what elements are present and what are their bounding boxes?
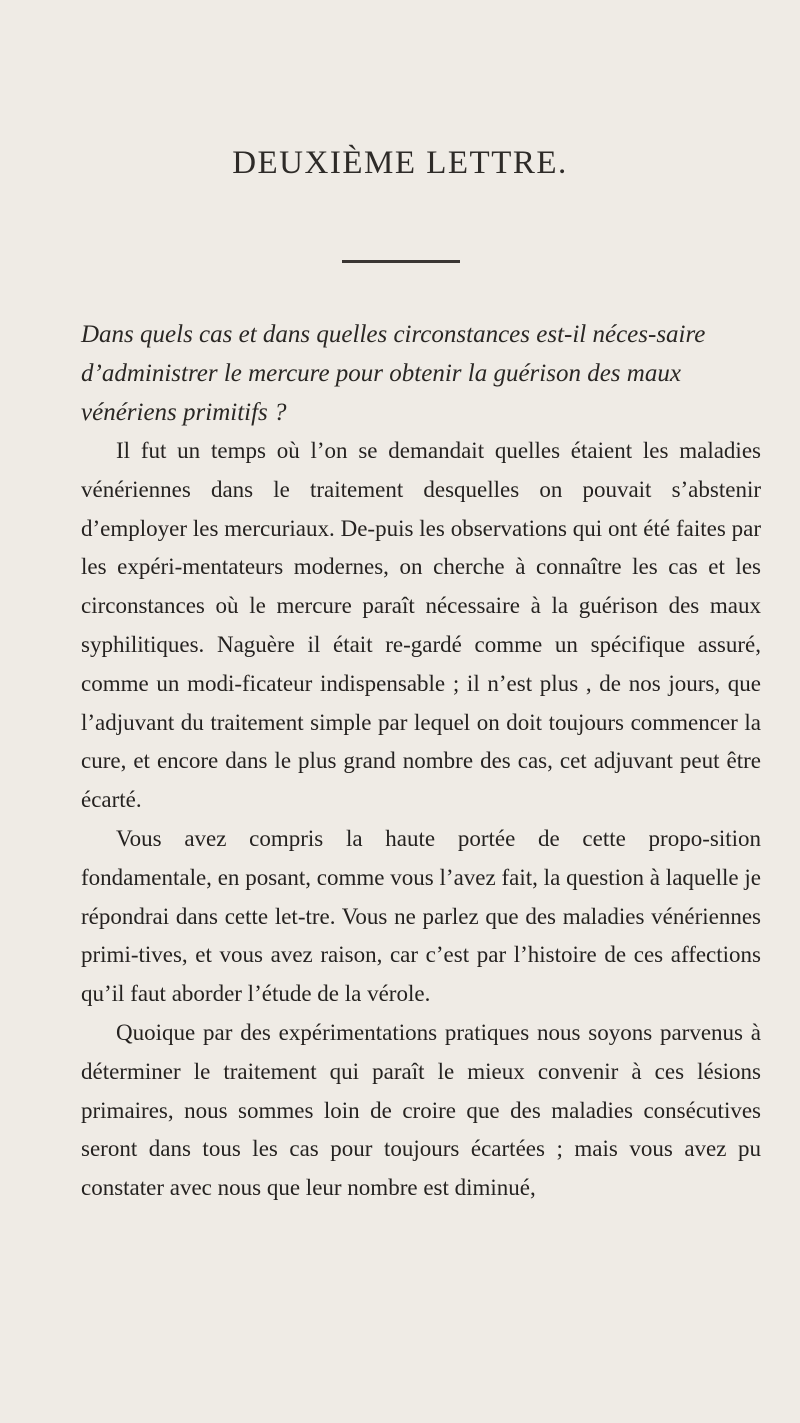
body-text	[81, 432, 761, 1208]
title-divider	[342, 260, 460, 263]
paragraph: Vous avez compris la haute portée de cette propo-sition fondamentale, en posant, comme vous l’avez fait, la question à laquelle je répondrai dans cette let-tre. Vous ne parlez que des maladies vénériennes primi-tives, et vous avez raison, car c’est par l’histoire de ces affections qu’il faut aborder l’étude de la vérole.	[81, 825, 761, 1007]
paragraph: Quoique par des expérimentations pratiques nous soyons parvenus à déterminer le traitement qui paraît le mieux convenir à ces lésions primaires, nous sommes loin de croire que des maladies consécutives seront dans tous les cas pour toujours écartées ; mais vous avez pu constater avec nous que leur nombre est diminué,	[81, 1019, 761, 1201]
chapter-subtitle: Dans quels cas et dans quelles circonstances est-il néces-saire d’administrer le mercure pour obtenir la guérison des maux vénériens primitifs ?	[81, 321, 706, 426]
paragraph: Il fut un temps où l’on se demandait quelles étaient les maladies vénériennes dans le traitement desquelles on pouvait s’abstenir d’employer les mercuriaux. De-puis les observations qui ont été faites par les expéri-mentateurs modernes, on cherche à connaître les cas et les circonstances où le mercure paraît nécessaire à la guérison des maux syphilitiques. Naguère il était re-gardé comme un spécifique assuré, comme un modi-ficateur indispensable ; il n’est plus , de nos jours, que l’adjuvant du traitement simple par lequel on doit toujours commencer la cure, et encore dans le plus grand nombre des cas, cet adjuvant peut être écarté.	[81, 438, 761, 813]
chapter-title: DEUXIÈME LETTRE.	[232, 145, 568, 181]
